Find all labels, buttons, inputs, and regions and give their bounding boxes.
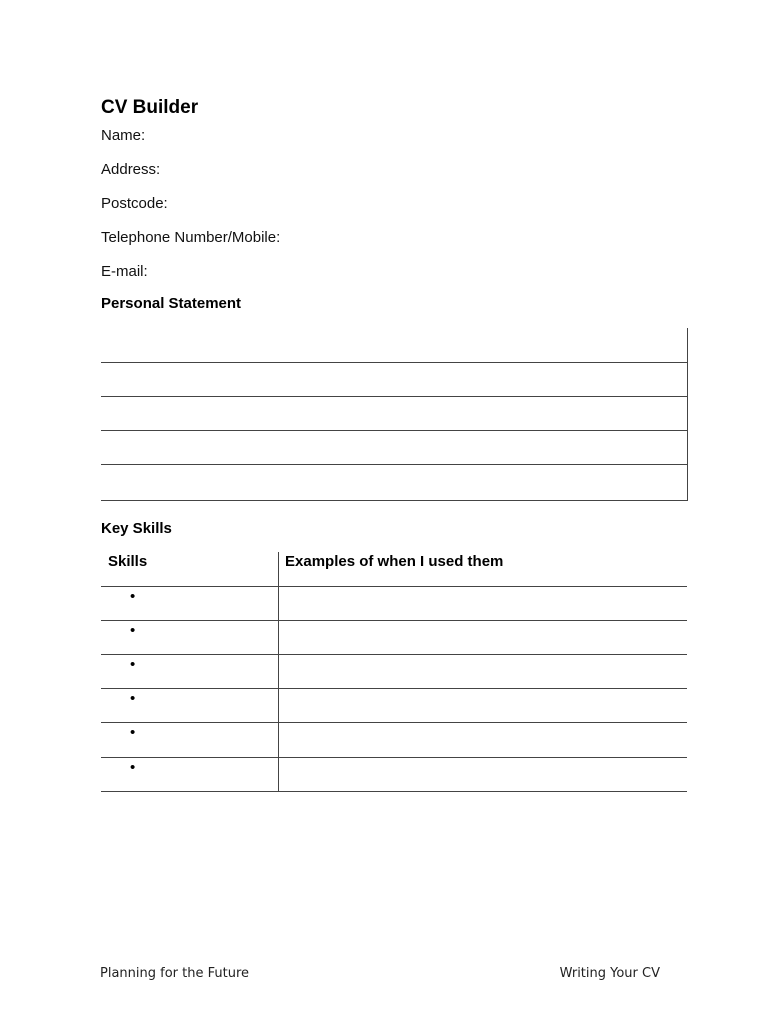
example-cell[interactable] — [279, 655, 687, 688]
telephone-field-label: Telephone Number/Mobile: — [101, 229, 281, 246]
statement-line — [101, 430, 687, 431]
skill-bullet: • — [130, 724, 136, 741]
skill-bullet: • — [130, 656, 136, 673]
examples-column-header: Examples of when I used them — [285, 553, 504, 570]
skill-bullet: • — [130, 759, 136, 776]
footer-left-text: Planning for the Future — [100, 966, 250, 981]
statement-line — [101, 396, 687, 397]
postcode-field-label: Postcode: — [101, 195, 168, 212]
example-cell[interactable] — [279, 758, 687, 791]
example-cell[interactable] — [279, 689, 687, 722]
personal-statement-box[interactable] — [101, 328, 688, 501]
example-cell[interactable] — [279, 621, 687, 654]
skill-bullet: • — [130, 690, 136, 707]
page-title: CV Builder — [101, 97, 199, 118]
name-field-label: Name: — [101, 127, 146, 144]
address-field-label: Address: — [101, 161, 161, 178]
skills-column-header: Skills — [108, 553, 148, 570]
key-skills-heading: Key Skills — [101, 520, 172, 537]
skill-bullet: • — [130, 622, 136, 639]
statement-line — [101, 362, 687, 363]
example-cell[interactable] — [279, 723, 687, 756]
email-field-label: E-mail: — [101, 263, 148, 280]
key-skills-table — [101, 552, 687, 792]
personal-statement-heading: Personal Statement — [101, 295, 242, 312]
example-cell[interactable] — [279, 587, 687, 620]
statement-line — [101, 464, 687, 465]
statement-line — [101, 500, 687, 501]
footer-right-text: Writing Your CV — [559, 966, 660, 981]
table-row-line — [101, 791, 687, 792]
skill-bullet: • — [130, 588, 136, 605]
